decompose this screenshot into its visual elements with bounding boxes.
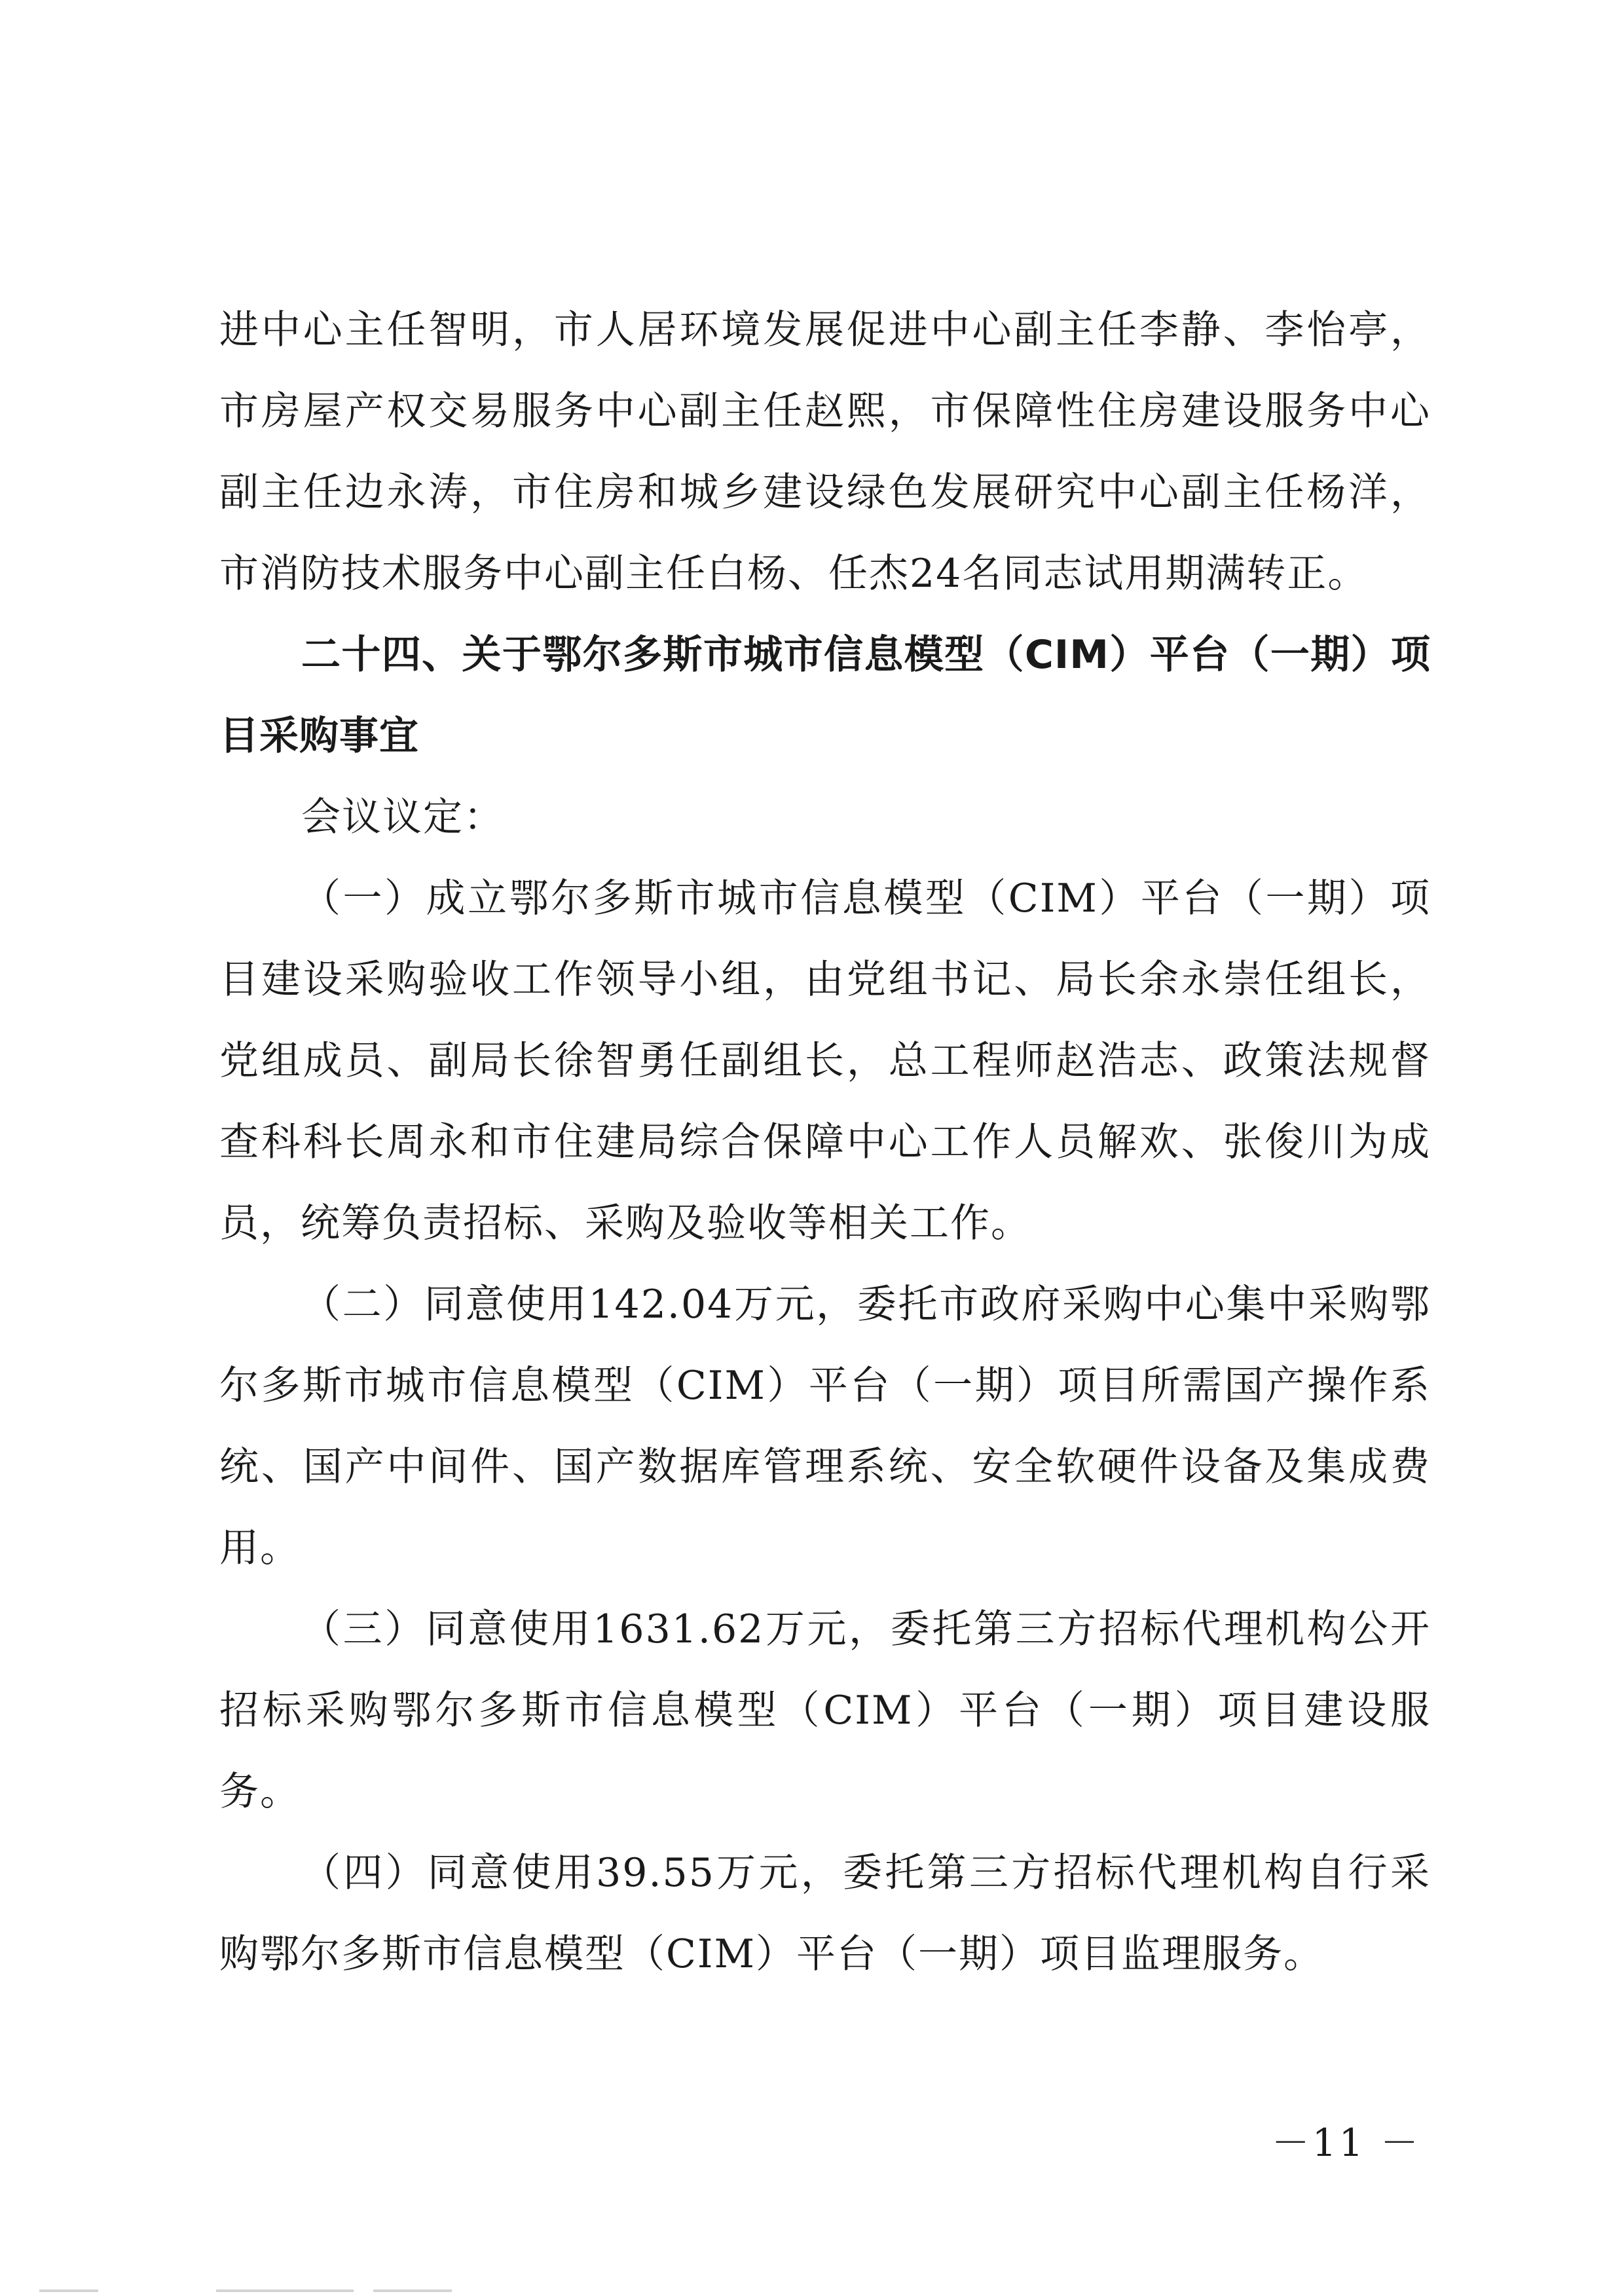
document-body [219,289,1431,1995]
scan-artifact [39,2289,98,2292]
paragraph-item-4: （四）同意使用39.55万元，委托第三方招标代理机构自行采购鄂尔多斯市信息模型（CIM）平台（一期）项目监理服务。 [219,1850,1431,1977]
scan-artifact [216,2289,354,2292]
scan-artifact [373,2289,452,2292]
paragraph-continuation: 进中心主任智明，市人居环境发展促进中心副主任李静、李怡亭，市房屋产权交易服务中心副主任赵熙，市保障性住房建设服务中心副主任边永涛，市住房和城乡建设绿色发展研究中心副主任杨洋，市消防技术服务中心副主任白杨、任杰24名同志试用期满转正。 [219,307,1431,597]
paragraph-item-2: （二）同意使用142.04万元，委托市政府采购中心集中采购鄂尔多斯市城市信息模型（CIM）平台（一期）项目所需国产操作系统、国产中间件、国产数据库管理系统、安全软硬件设备及集成费用。 [219,1282,1431,1571]
paragraph-meeting-decision: 会议议定： [301,794,504,840]
section-heading: 二十四、关于鄂尔多斯市城市信息模型（CIM）平台（一期）项目采购事宜 [219,632,1431,759]
paragraph-item-3: （三）同意使用1631.62万元，委托第三方招标代理机构公开招标采购鄂尔多斯市信息模型（CIM）平台（一期）项目建设服务。 [219,1606,1431,1815]
page-number: －11 － [1271,2120,1421,2165]
paragraph-item-1: （一）成立鄂尔多斯市城市信息模型（CIM）平台（一期）项目建设采购验收工作领导小组，由党组书记、局长余永崇任组长，党组成员、副局长徐智勇任副组长，总工程师赵浩志、政策法规督查科科长周永和市住建局综合保障中心工作人员解欢、张俊川为成员，统筹负责招标、采购及验收等相关工作。 [219,876,1431,1246]
